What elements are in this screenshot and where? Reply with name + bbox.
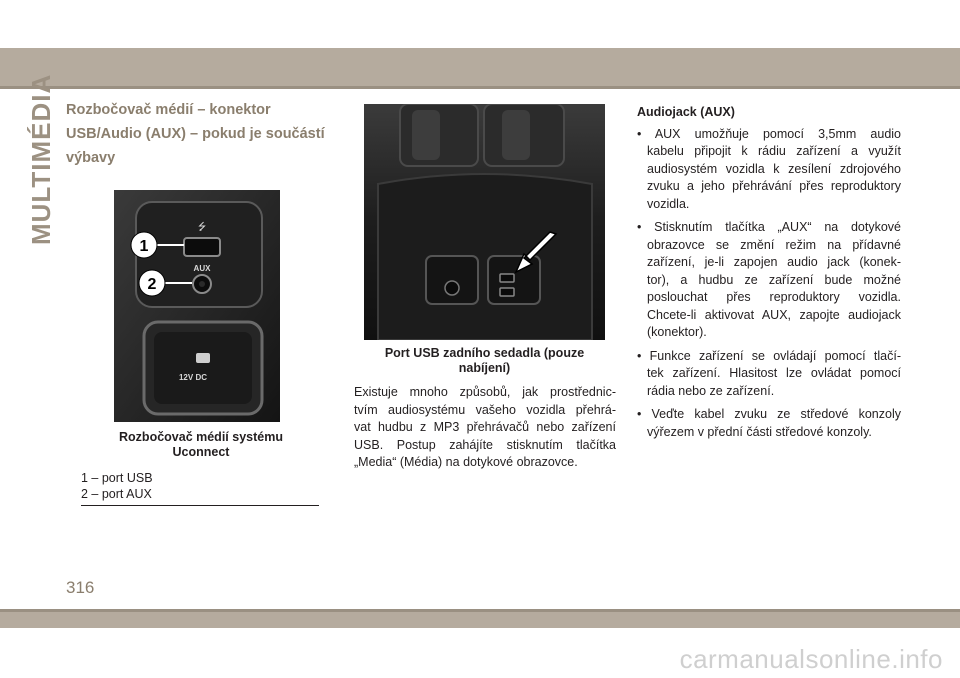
caption-line: Rozbočovač médií systému (119, 430, 283, 444)
caption-line: nabíjení) (458, 361, 511, 375)
bullet-item: • Stisknutím tlačítka „AUX“ na dotykové obrazovce se změní režim na přídavné zařízení, je-li zapojen audio jack (konek- tor), a hudbu ze zařízení bude možné poslouchat přes reproduktory vozidla. Chcete-li aktivovat AUX, zapojte audiojack (konektor). (637, 220, 901, 339)
svg-text:1: 1 (139, 238, 149, 255)
paragraph-line: „Media“ (Média) na dotykové obrazovce. (354, 455, 578, 469)
12v-label: 12V DC (178, 373, 208, 382)
watermark (0, 644, 960, 675)
top-margin (0, 0, 960, 48)
footer-band (0, 612, 960, 628)
heading-line: Rozbočovač médií – konektor (66, 102, 271, 118)
caption-line: Port USB zadního sedadla (pouze (384, 346, 585, 360)
rear-usb-photo (364, 104, 605, 340)
paragraph-line: tvím audiosystému vašeho vozidla přehrá- (354, 402, 616, 417)
section-side-label: MULTIMÉDIA (26, 73, 56, 245)
audiojack-section (637, 104, 901, 447)
page-number: 316 (66, 578, 95, 597)
figure1-caption (88, 430, 314, 460)
intro-paragraph (354, 384, 616, 472)
paragraph-line: Existuje mnoho způsobů, jak prostřednic- (354, 385, 616, 399)
figure1-legend (81, 470, 153, 502)
legend-item: 1 – port USB (81, 471, 153, 485)
console-rear-panel (378, 174, 592, 340)
legend-item: 2 – port AUX (81, 487, 152, 501)
usb-port (184, 238, 220, 256)
header-band (0, 48, 960, 86)
caption-line: Uconnect (172, 445, 230, 459)
power-outlet-rear (426, 256, 478, 304)
heading-line: USB/Audio (AUX) – pokud je součástí (66, 126, 325, 142)
media-hub-illustration (114, 190, 280, 422)
paragraph-line: USB. Postup zahájíte stisknutím tlačítka (354, 437, 616, 452)
watermark-text: carmanualsonline.info (679, 644, 943, 674)
paragraph-line: vat hudbu z MP3 přehrávačů nebo zařízení (354, 420, 616, 434)
power-socket-icon (196, 353, 210, 363)
svg-text:2: 2 (147, 276, 157, 293)
bullet-item: • Veďte kabel zvuku ze středové konzoly výřezem v přední části středové konzoly. (637, 407, 901, 439)
audiojack-title: Audiojack (AUX) (637, 105, 735, 119)
bullet-item: • AUX umožňuje pomocí 3,5mm audio kabelu připojit k rádiu zařízení a využít audiosystém vozidla k zesílení zdrojového zvuku a jeho přehrávání přes reproduktory vozidla. (637, 126, 901, 211)
usb-icon: ⭍ (197, 222, 207, 233)
bullet-item: • Funkce zařízení se ovládají pomocí tlačí- tek zařízení. Hlasitost lze ovládat pomocí rádia nebo ze zařízení. (637, 348, 901, 398)
legend-rule (81, 505, 319, 506)
heading-line: výbavy (66, 150, 116, 166)
section-heading (66, 98, 331, 170)
rear-usb-illustration (364, 104, 605, 340)
figure2-caption (364, 346, 605, 376)
header-band-rule (0, 86, 960, 89)
aux-label: AUX (193, 264, 211, 273)
media-hub-photo (114, 190, 280, 422)
